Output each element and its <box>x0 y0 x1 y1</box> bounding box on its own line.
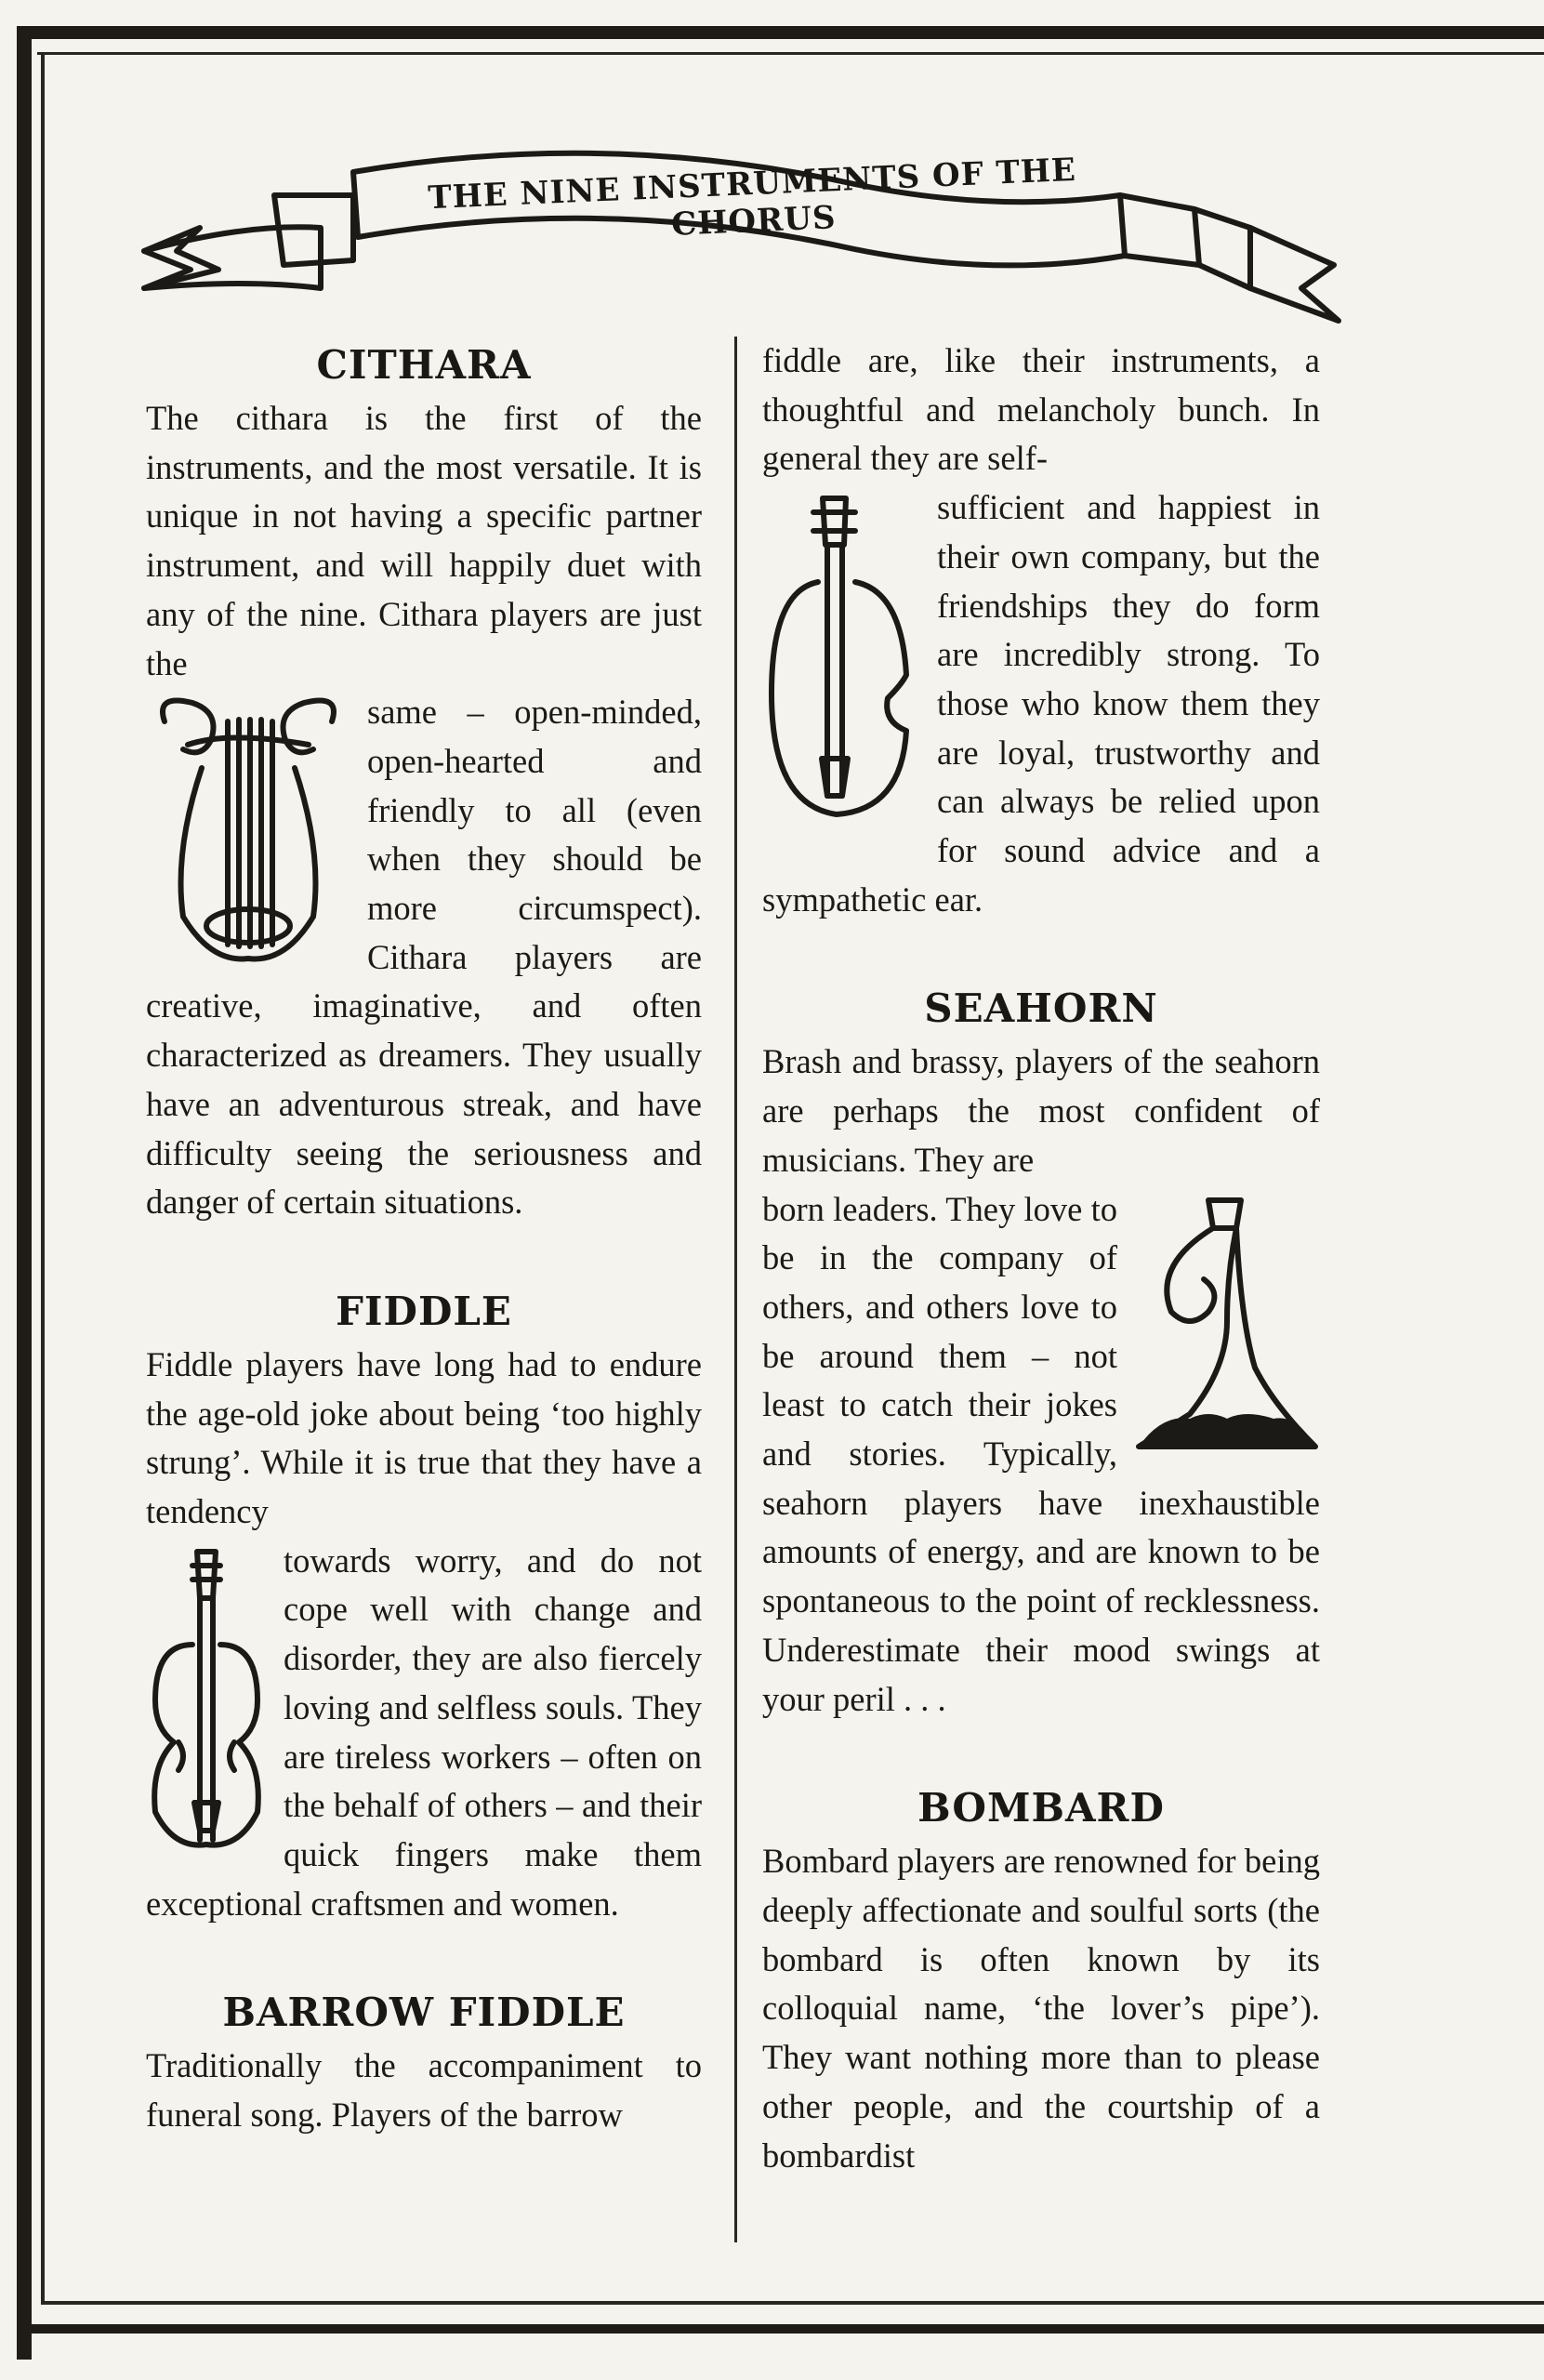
bombard-heading: BOMBARD <box>917 1785 1165 1831</box>
fiddle-heading: FIDDLE <box>336 1288 512 1334</box>
fiddle-text-wrap: towards worry, and do not cope well with change and disorder, they are also fiercely loving and selfless souls. They are tireless workers – often on the behalf of others – and their quick fingers make them exceptional craftsmen and women. <box>146 1540 702 1923</box>
column-divider <box>734 337 737 2242</box>
barrow-fiddle-icon <box>762 489 920 824</box>
barrow-fiddle-text-left: Traditionally the accompaniment to funeral song. Players of the barrow <box>146 2046 702 2135</box>
fiddle-icon <box>146 1542 267 1849</box>
barrow-fiddle-text-wrap: sufficient and happiest in their own company, but the friendships they do form are incredibly strong. To those who know them they are loyal, trustworthy and can always be relied upon for sound advice and a sympathetic ear. <box>762 488 1320 919</box>
seahorn-icon <box>1134 1191 1320 1461</box>
right-column <box>762 337 1320 2180</box>
cithara-text-wrap: same – open-minded, open-hearted and friendly to all (even when they should be more circumspect). Cithara players are creative, imaginative, and often characterized as dreamers. They usually have an adventurous streak, and have difficulty seeing the seriousness and danger of certain situations. <box>146 693 702 1222</box>
left-column <box>146 337 702 2140</box>
frame-bottom-inner-border <box>41 2301 1544 2305</box>
cithara-text-intro: The cithara is the first of the instruments, and the most versatile. It is unique in not having a specific partner instrument, and will happily duet with any of the nine. Cithara players are just the <box>146 399 702 682</box>
bombard-text: Bombard players are renowned for being deeply affectionate and soulful sorts (the bombard is often known by its colloquial name, ‘the lover’s pipe’). They want nothing more than to please other people, and the courtship of a bombardist <box>762 1842 1320 2175</box>
cithara-icon <box>146 694 350 972</box>
seahorn-text-wrap: born leaders. They love to be in the company of others, and others love to be around them – not least to catch their jokes and stories. Typically, seahorn players have inexhaustible amounts of energy, and are known to be spontaneous to the point of recklessness. Underestimate their mood swings at your peril . . . <box>762 1189 1320 1718</box>
barrow-fiddle-text-intro: fiddle are, like their instruments, a thoughtful and melancholy bunch. In general they are self- <box>762 341 1320 478</box>
banner-title: THE NINE INSTRUMENTS OF THE CHORUS <box>427 151 1077 244</box>
fiddle-text-intro: Fiddle players have long had to endure the age-old joke about being ‘too highly strung’. While it is true that they have a tendency <box>146 1344 702 1531</box>
frame-left-inner-border <box>41 52 45 2302</box>
frame-top-inner-border <box>37 52 1544 55</box>
frame-bottom-border <box>17 2324 1544 2334</box>
seahorn-text-intro: Brash and brassy, players of the seahorn are perhaps the most confident of musicians. They are <box>762 1042 1320 1179</box>
barrow-fiddle-heading: BARROW FIDDLE <box>222 1990 626 2036</box>
frame-left-border <box>17 26 32 2360</box>
seahorn-heading: SEAHORN <box>924 985 1158 1032</box>
frame-top-border <box>17 26 1544 39</box>
cithara-heading: CITHARA <box>316 342 532 388</box>
